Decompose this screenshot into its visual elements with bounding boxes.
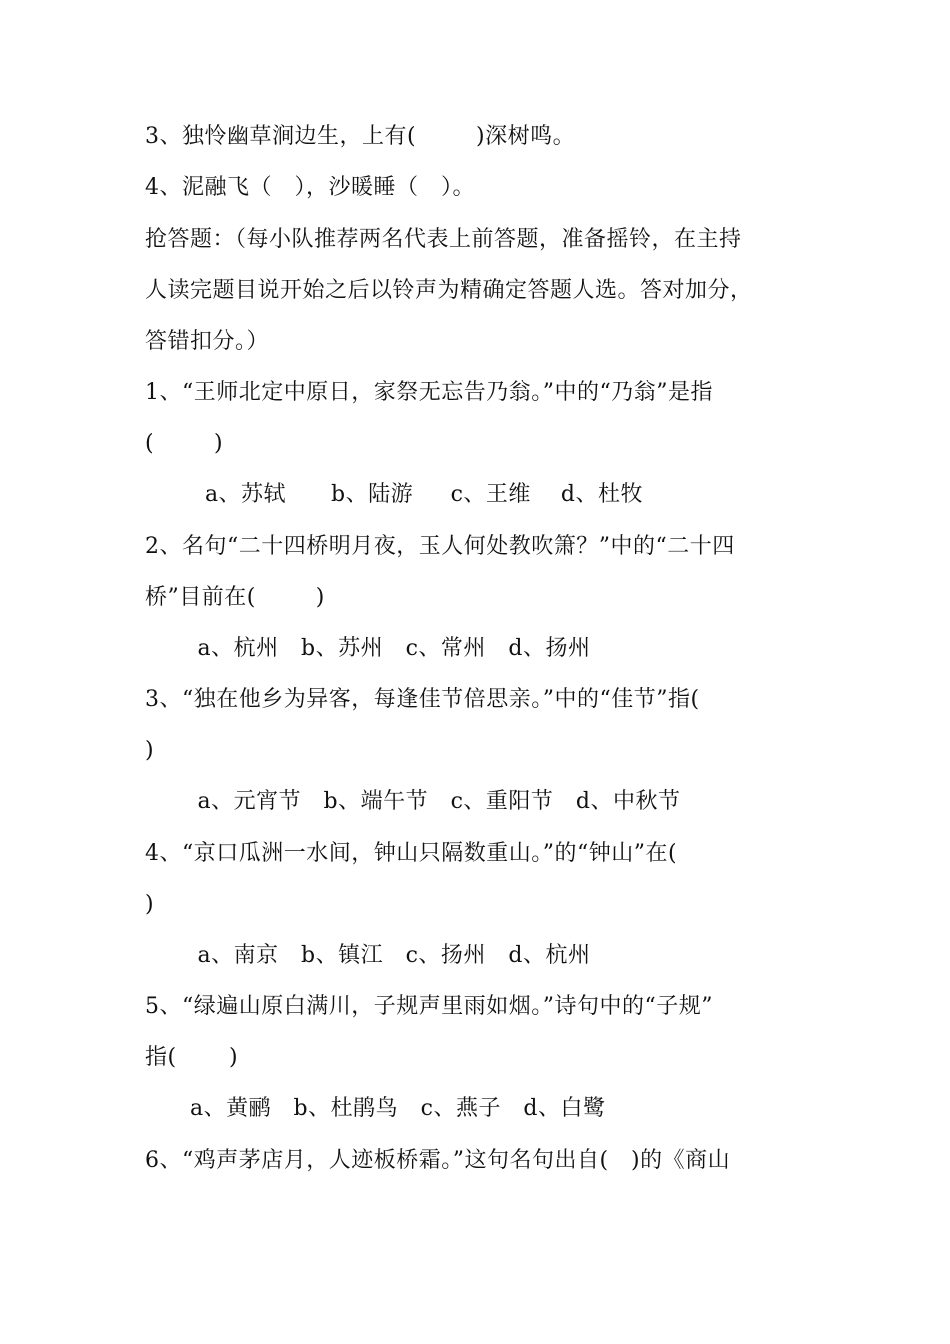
text-line: ) (145, 892, 155, 917)
text-line: 桥”目前在( ) (145, 585, 325, 610)
text-line: a、黄鹂 b、杜鹃鸟 c、燕子 d、白鹭 (145, 1096, 606, 1121)
text-line: a、元宵节 b、端午节 c、重阳节 d、中秋节 (145, 789, 681, 814)
text-line: 人读完题目说开始之后以铃声为精确定答题人选。答对加分， (145, 278, 753, 303)
text-line: 4、“京口瓜洲一水间，钟山只隔数重山。”的“钟山”在( (145, 841, 678, 866)
text-line: 6、“鸡声茅店月，人迹板桥霜。”这句名句出自( )的《商山 (145, 1148, 731, 1173)
text-line: 4、泥融飞（ ），沙暖睡（ ）。 (145, 175, 475, 200)
text-line: 指( ) (145, 1045, 239, 1070)
text-line: 3、独怜幽草涧边生，上有( )深树鸣。 (145, 124, 576, 149)
text-line: 5、“绿遍山原白满川，子规声里雨如烟。”诗句中的“子规” (145, 994, 713, 1019)
text-line: ) (145, 738, 155, 763)
text-line: a、苏轼 b、陆游 c、王维 d、杜牧 (145, 482, 643, 507)
text-line: 抢答题：（每小队推荐两名代表上前答题，准备摇铃，在主持 (145, 227, 742, 252)
text-line: a、南京 b、镇江 c、扬州 d、杭州 (145, 943, 591, 968)
text-line: 答错扣分。） (145, 329, 270, 354)
text-line: 2、名句“二十四桥明月夜，玉人何处教吹箫？”中的“二十四 (145, 534, 735, 559)
text-line: 3、“独在他乡为异客，每逢佳节倍思亲。”中的“佳节”指( (145, 687, 700, 712)
text-line: a、杭州 b、苏州 c、常州 d、扬州 (145, 636, 591, 661)
text-line: 1、“王师北定中原日，家祭无忘告乃翁。”中的“乃翁”是指 (145, 380, 713, 405)
text-line: ( ) (145, 431, 224, 456)
